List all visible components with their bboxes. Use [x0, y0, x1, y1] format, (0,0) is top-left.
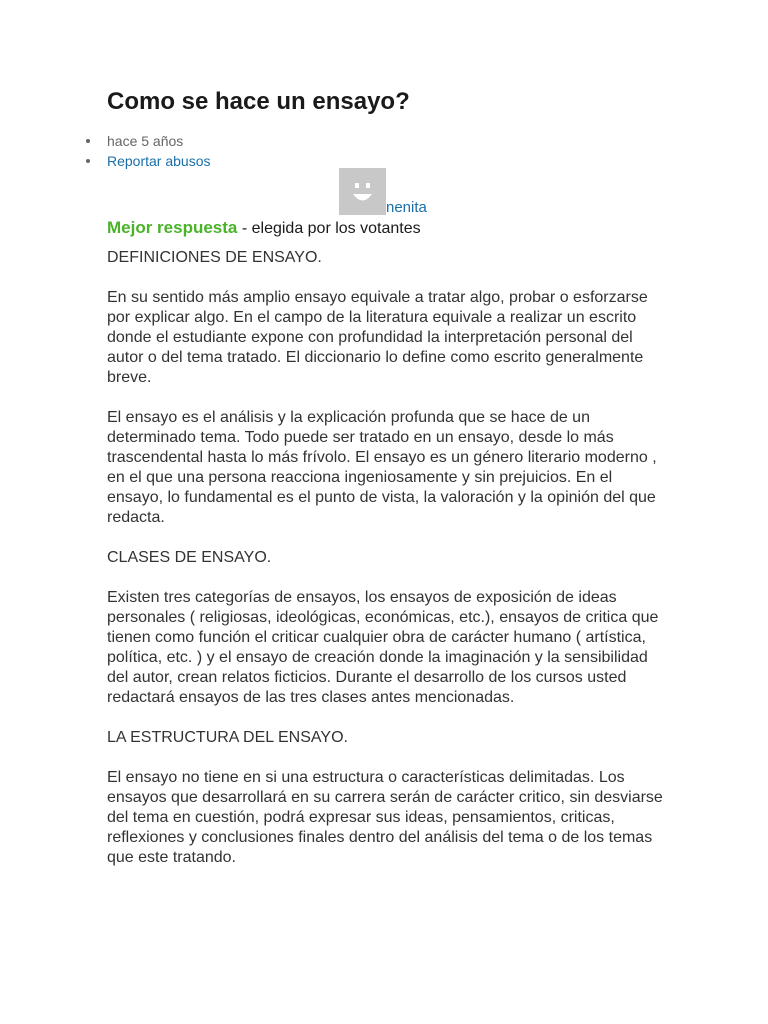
- meta-item-time: [107, 131, 211, 151]
- best-answer-label: Mejor respuesta: [107, 218, 238, 237]
- question-time: hace 5 años: [107, 133, 184, 149]
- best-answer-suffix: - elegida por los votantes: [237, 220, 421, 237]
- section-heading: CLASES DE ENSAYO.: [107, 549, 272, 566]
- question-meta-list: [107, 131, 211, 171]
- username-link[interactable]: nenita: [386, 199, 427, 216]
- answer-paragraph: El ensayo no tiene en si una estructura o características delimitadas. Los ensayos que desarrollará en su carrera serán de carácter critico, sin desviarse del tema en cuestión, podrá expresar sus ideas, pensamientos, criticas, reflexiones y conclusiones finales dentro del análisis del tema o de los temas que este tratando.: [107, 769, 663, 866]
- answer-paragraph: Existen tres categorías de ensayos, los ensayos de exposición de ideas personales ( religiosas, ideológicas, económicas, etc.), ensayos de critica que tienen como función el criticar cualquier obra de carácter humano ( artística, política, etc. ) y el ensayo de creación donde la imaginación y la sensibilidad del autor, crean relatos ficticios. Durante el desarrollo de los cursos usted redactará ensayos de las tres clases antes mencionadas.: [107, 589, 659, 706]
- section-heading: LA ESTRUCTURA DEL ENSAYO.: [107, 729, 348, 746]
- answer-paragraph: El ensayo es el análisis y la explicación profunda que se hace de un determinado tema. Todo puede ser tratado en un ensayo, desde lo más trascendental hasta lo más frívolo. El ensayo es un género literario moderno , en el que una persona reacciona ingeniosamente y sin prejuicios. En el ensayo, lo fundamental es el punto de vista, la valoración y la opinión del que redacta.: [107, 409, 657, 526]
- section-heading: DEFINICIONES DE ENSAYO.: [107, 249, 322, 266]
- smiley-face-icon: [339, 168, 386, 215]
- meta-item-report: [107, 151, 211, 171]
- answer-body: [107, 248, 667, 888]
- avatar[interactable]: [339, 168, 386, 215]
- answer-paragraph: En su sentido más amplio ensayo equivale a tratar algo, probar o esforzarse por explicar algo. En el campo de la literatura equivale a realizar un escrito donde el estudiante expone con profundidad la interpretación personal del autor o del tema tratado. El diccionario lo define como escrito generalmente breve.: [107, 289, 648, 386]
- question-title: Como se hace un ensayo?: [107, 88, 410, 115]
- report-abuse-link[interactable]: Reportar abusos: [107, 153, 211, 169]
- best-answer-line: [107, 218, 421, 239]
